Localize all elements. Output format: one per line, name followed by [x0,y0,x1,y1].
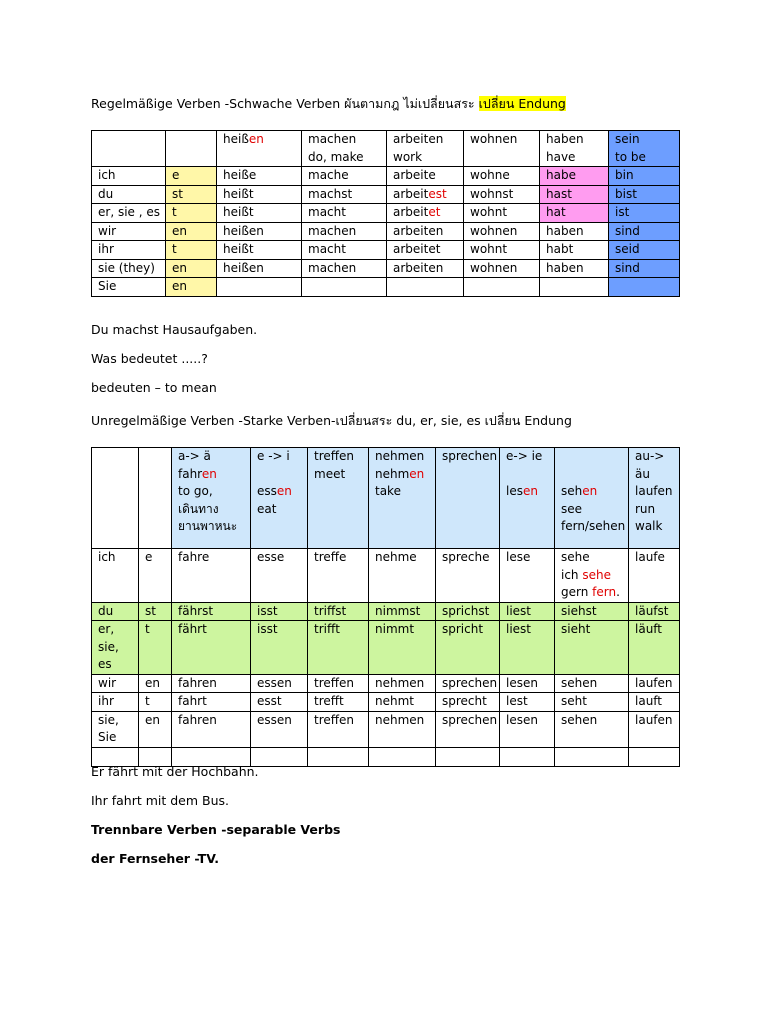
sentence-2: Was bedeutet .....? [91,351,208,366]
heading-strong-verbs: Unregelmäßige Verben -Starke Verben-เปลี่ยนสระ du, er, sie, es เปลี่ยน Endung [91,413,572,428]
sentence-4: Er fährt mit der Hochbahn. [91,764,259,779]
table-row: ihr t fahrt esst trefft nehmt sprecht lest seht lauft [92,693,680,712]
header-nehmen: nehmen nehmen take [369,448,436,549]
header-sprechen: sprechen [436,448,500,549]
table-row: ihr t heißt macht arbeitet wohnt habt seid [92,241,680,260]
table-row: er, sie, es t fährt isst trifft nimmt spricht liest sieht läuft [92,621,680,675]
header-treffen: treffen meet [308,448,369,549]
header-heissen: heißen [217,131,302,167]
sentence-3: bedeuten – to mean [91,380,217,395]
table-row: Sie en [92,278,680,297]
header-machen: machen do, make [302,131,387,167]
table-row: du st fährst isst triffst nimmst sprichst liest siehst läufst [92,602,680,621]
sentence-5: Ihr fahrt mit dem Bus. [91,793,230,808]
heading-text: Regelmäßige Verben -Schwache Verben ผันตามกฎ ไม่เปลี่ยนสระ [91,96,479,111]
header-haben: haben have [540,131,609,167]
table-row: ich e fahre esse treffe nehme spreche lese sehe ich sehe gern fern. laufe [92,549,680,603]
header-laufen: au-> äu laufen run walk [629,448,680,549]
table-row: du st heißt machst arbeitest wohnst hast bist [92,185,680,204]
weak-verbs-table [91,130,680,297]
heading-weak-verbs [91,96,566,112]
table-header-row [92,131,680,167]
sentence-1: Du machst Hausaufgaben. [91,322,258,337]
header-sehen: sehen see fern/sehen [555,448,629,549]
table-row: sie, Sie en fahren essen treffen nehmen sprechen lesen sehen laufen [92,711,680,747]
vocab-fernseher: der Fernseher -TV. [91,851,220,866]
header-arbeiten: arbeiten work [387,131,464,167]
table-row: sie (they) en heißen machen arbeiten wohnen haben sind [92,259,680,278]
table-row: wir en heißen machen arbeiten wohnen haben sind [92,222,680,241]
header-lesen: e-> ie lesen [500,448,555,549]
table-row: ich e heiße mache arbeite wohne habe bin [92,167,680,186]
table-row: wir en fahren essen treffen nehmen sprechen lesen sehen laufen [92,674,680,693]
header-sein: sein to be [609,131,680,167]
heading-highlight: เปลี่ยน Endung [478,96,566,111]
header-wohnen: wohnen [464,131,540,167]
table-row: er, sie , es t heißt macht arbeitet wohnt hat ist [92,204,680,223]
table-header-row [92,448,680,549]
header-essen: e -> i essen eat [251,448,308,549]
heading-separable-verbs: Trennbare Verben -separable Verbs [91,822,341,837]
header-fahren: a-> ä fahren to go, เดินทาง ยานพาหนะ [172,448,251,549]
strong-verbs-table [91,447,680,767]
